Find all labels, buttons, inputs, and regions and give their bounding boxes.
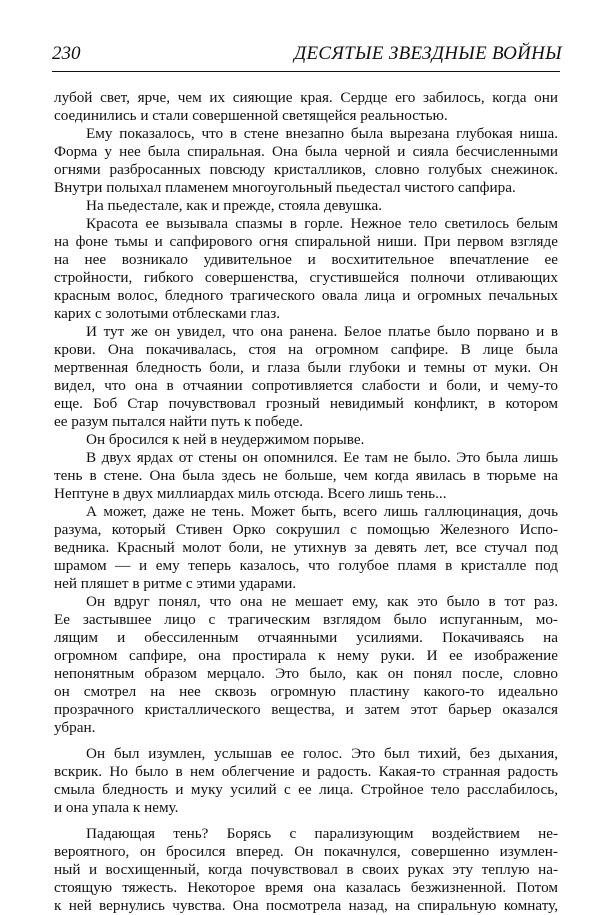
text-line: крови. Она покачивалась, стоя на огромном сапфире. В лице была <box>54 341 558 358</box>
text-line: Он бросился к ней в неудержимом порыве. <box>86 431 365 448</box>
text-line: мертвенная бледность боли, и глаза были глубоки и темны от муки. Он <box>54 359 558 376</box>
text-line: шрамом — и ему теперь казалось, что голубое пламя в кристалле под <box>54 557 558 574</box>
paragraph <box>54 323 558 431</box>
paragraph <box>54 825 558 915</box>
text-line: вероятного, он бросился вперед. Он покачнулся, совершенно изумлен- <box>54 843 558 860</box>
text-line: видел, что она в отчаянии сопротивляется слабости и боли, и чему-то <box>54 377 558 394</box>
paragraph <box>54 449 558 503</box>
text-line: вскрик. Но было в нем облегчение и радость. Какая-то странная радость <box>54 763 558 780</box>
text-line: лубой свет, ярче, чем их сияющие края. Сердце его забилось, когда они <box>54 89 558 106</box>
paragraph <box>54 197 558 215</box>
text-line: разума, который Стивен Орко сокрушил с помощью Железного Испо- <box>54 521 558 538</box>
text-line: Падающая тень? Борясь с парализующим воздействием не- <box>86 825 558 842</box>
page-number: 230 <box>52 43 81 64</box>
text-line: он смотрел на нее сквозь огромную пластину какого-то идеально <box>54 683 558 700</box>
text-line: Красота ее вызывала спазмы в горле. Нежное тело светилось белым <box>86 215 558 232</box>
paragraph <box>54 125 558 197</box>
text-line: ее разум пытался найти путь к победе. <box>54 413 304 430</box>
text-line: ней пляшет в ритме с этими ударами. <box>54 575 297 592</box>
text-line: А может, даже не тень. Может быть, всего лишь галлюцинация, дочь <box>86 503 558 520</box>
text-line: красным волос, бледного трагического овала лица и огромных печальных <box>54 287 558 304</box>
text-line: стоящую тяжесть. Некоторое время она казалась безжизненной. Потом <box>54 879 558 896</box>
running-title: ДЕСЯТЫЕ ЗВЕЗДНЫЕ ВОЙНЫ <box>294 43 562 64</box>
text-line: В двух ярдах от стены он опомнился. Ее там не было. Это была лишь <box>86 449 558 466</box>
text-line: Внутри полыхал пламенем многоугольный пьедестал чистого сапфира. <box>54 179 516 196</box>
page-header <box>50 40 562 68</box>
text-line: на нее возникало удивительное и восхитительное впечатление ее <box>54 251 558 268</box>
text-line: ведника. Красный молот боли, не утихнув за девять лет, все стучал под <box>54 539 558 556</box>
paragraph <box>54 89 558 125</box>
paragraph <box>54 745 558 817</box>
text-line: Ему показалось, что в стене внезапно была вырезана глубокая ниша. <box>86 125 558 142</box>
text-line: огромном сапфире, она простирала к нему руки. И ее изображение <box>54 647 558 664</box>
text-line: смыла бледность и муку усилий с ее лица. Стройное тело расслабилось, <box>54 781 558 798</box>
text-line: ный и восхищенный, когда почувствовал в своих руках эту теплую на- <box>54 861 558 878</box>
text-line: Он был изумлен, услышав ее голос. Это был тихий, без дыхания, <box>86 745 558 762</box>
text-line: Он вдруг понял, что она не мешает ему, как это было в тот раз. <box>86 593 558 610</box>
text-line: Форма у нее была спиральная. Она была черной и сияла бесчисленными <box>54 143 558 160</box>
text-line: соединились и стали совершенной светящейся реальностью. <box>54 107 448 124</box>
text-line: убран. <box>54 719 96 736</box>
text-line: И тут же он увидел, что она ранена. Белое платье было порвано и в <box>86 323 558 340</box>
paragraph <box>54 431 558 449</box>
text-line: Нептуне в двух миллиардах миль отсюда. Всего лишь тень... <box>54 485 447 502</box>
text-line: прозрачного кристаллического вещества, и затем этот барьер оказался <box>54 701 558 718</box>
text-line: стройности, гибкого совершенства, сгустившейся полночи отливающих <box>54 269 558 286</box>
text-line: еще. Боб Стар почувствовал грозный невидимый конфликт, в котором <box>54 395 558 412</box>
text-line: к ней вернулись чувства. Она посмотрела назад, на спиральную комнату, <box>54 897 558 914</box>
text-line: карих с золотыми отблесками глаз. <box>54 305 281 322</box>
text-line: на фоне тьмы и сапфирового огня спиральной ниши. При первом взгляде <box>54 233 558 250</box>
body-text <box>54 89 558 915</box>
paragraph <box>54 215 558 323</box>
text-line: лящим и обессиленным отчаянными усилиями. Покачиваясь на <box>54 629 558 646</box>
text-line: тень в стене. Она была здесь не больше, чем когда явилась в тюрьме на <box>54 467 558 484</box>
text-line: непонятным образом мерцало. Это было, как он понял после, словно <box>54 665 558 682</box>
text-line: огнями разбросанных повсюду кристалликов, словно голубых снежинок. <box>54 161 558 178</box>
header-rule <box>52 71 560 72</box>
paragraph <box>54 593 558 737</box>
paragraph <box>54 503 558 593</box>
text-line: На пьедестале, как и прежде, стояла девушка. <box>86 197 382 214</box>
text-line: Ее застывшее лицо с трагическим взглядом было испуганным, мо- <box>54 611 558 628</box>
text-line: и она упала к нему. <box>54 799 179 816</box>
